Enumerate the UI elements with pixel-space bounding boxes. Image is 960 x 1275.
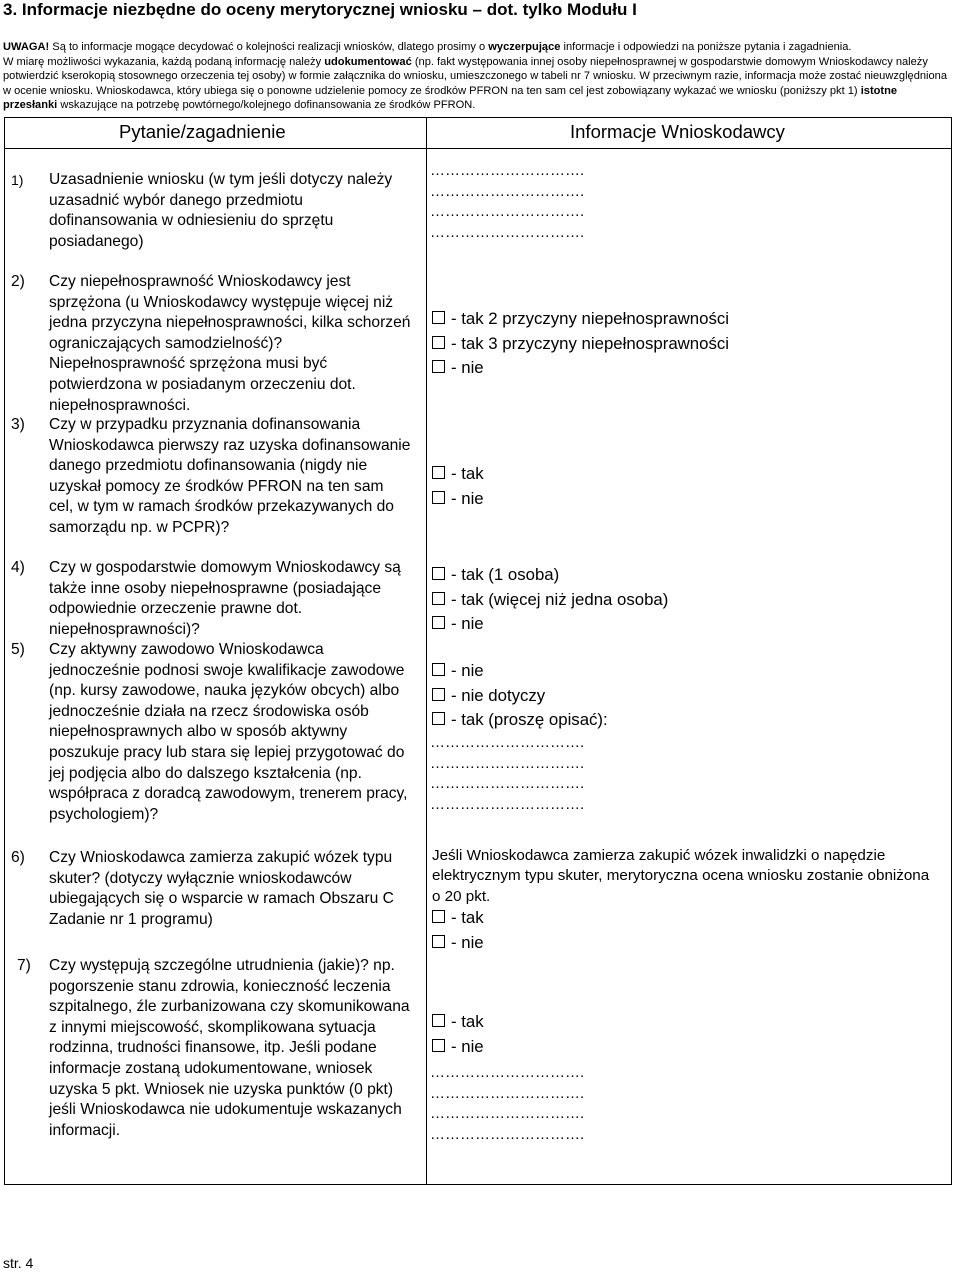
checkbox[interactable] [432, 466, 445, 479]
question-7 [17, 956, 412, 1141]
option-label: - nie [451, 614, 484, 634]
option-label: - nie [451, 1036, 484, 1056]
option-label: - tak (proszę opisać): [451, 710, 608, 730]
option-row[interactable] [432, 684, 608, 709]
option-label: - tak 2 przyczyny niepełnosprawności [451, 309, 729, 328]
options-5 [432, 659, 608, 733]
option-label: - nie [451, 661, 484, 680]
options-3 [432, 462, 484, 511]
option-row[interactable] [432, 332, 729, 357]
answer-line[interactable]: …………………………. [430, 775, 585, 792]
question-text: Czy aktywny zawodowo Wnioskodawca jednocześnie podnosi swoje kwalifikacje zawodowe (np. kursy zawodowe, nauka języków obcych) albo jednocześnie działa na rzecz środowiska osób niepełnosprawnych albo w sposób aktywny poszukuje pracy lub stara się lepiej przygotować do jej podjęcia albo do dalszego kształcenia (np. współpraca z doradcą zawodowym, trenerem pracy, psychologiem)? [49, 641, 408, 823]
answer-line[interactable]: …………………………. [430, 1125, 585, 1143]
checkbox[interactable] [432, 491, 445, 504]
notice-emphasis: wyczerpujące [488, 41, 561, 53]
checkbox[interactable] [432, 935, 445, 948]
checkbox[interactable] [432, 663, 445, 676]
option-row[interactable] [432, 612, 668, 637]
option-label: - tak [451, 464, 484, 483]
answer-lines-1[interactable] [430, 161, 584, 243]
notice-text: wskazujące na potrzebę powtórnego/kolejnego dofinansowania ze środków PFRON. [57, 99, 476, 112]
question-text: Czy w przypadku przyznania dofinansowania Wnioskodawca pierwszy raz uzyska dofinansowanie danego przedmiotu dofinansowania (nigdy nie uzyskał pomocy ze środków PFRON na ten sam cel, w tym w ramach środków przekazywanych do samorządu np. w PCPR)? [49, 416, 411, 536]
section-title: 3. Informacje niezbędne do oceny merytorycznej wniosku – dot. tylko Modułu I [3, 0, 637, 19]
option-row[interactable] [432, 487, 484, 512]
scooter-note: Jeśli Wnioskodawca zamierza zakupić wózek inwalidzki o napędzie elektrycznym typu skuter, merytoryczna ocena wniosku zostanie obniżona o 20 pkt. [432, 847, 930, 905]
option-label: - tak [451, 1012, 484, 1031]
checkbox[interactable] [432, 910, 445, 923]
questions-table [4, 117, 952, 1185]
checkbox[interactable] [432, 1014, 445, 1027]
option-row[interactable] [432, 588, 668, 613]
question-text: Czy występują szczególne utrudnienia (jakie)? np. pogorszenie stanu zdrowia, konieczność leczenia szpitalnego, źle zurbanizowana czy skomunikowana z innymi miejscowość, skomplikowana sytuacja rodzinna, trudności finansowe, itp. Jeśli podane informacje zostaną udokumentowane, wniosek uzyska 5 pkt. Wniosek nie uzyska punktów (0 pkt) jeśli Wnioskodawca nie udokumentuje wskazanych informacji. [49, 957, 410, 1139]
answer-line[interactable]: …………………………. [430, 162, 585, 179]
answer-lines-5[interactable] [430, 733, 584, 815]
question-number: 4) [11, 559, 25, 576]
question-2 [11, 272, 412, 416]
column-header-question: Pytanie/zagadnienie [119, 121, 286, 142]
notice-text: W miarę możliwości wykazania, każdą podaną informację należy [3, 55, 325, 68]
question-number: 6) [11, 849, 25, 866]
column-header-answer: Informacje Wnioskodawcy [570, 121, 785, 142]
checkbox[interactable] [432, 360, 445, 373]
checkbox[interactable] [432, 1039, 445, 1052]
option-label: - tak [451, 908, 484, 927]
question-5 [11, 640, 412, 825]
notice-emphasis: istotne przesłanki [3, 84, 898, 112]
answer-line[interactable]: …………………………. [430, 754, 585, 772]
answer-line[interactable]: …………………………. [430, 203, 585, 220]
answer-line[interactable]: …………………………. [430, 795, 585, 813]
checkbox[interactable] [432, 712, 445, 725]
question-3 [11, 415, 412, 539]
option-label: - tak 3 przyczyny niepełnosprawności [451, 333, 729, 353]
question-1 [11, 170, 412, 252]
checkbox[interactable] [432, 616, 445, 629]
options-6 [432, 906, 484, 955]
question-4 [11, 558, 412, 640]
answer-line[interactable]: …………………………. [430, 182, 585, 200]
header-divider [5, 148, 951, 149]
notice-emphasis: udokumentować [324, 55, 412, 68]
question-number: 5) [11, 641, 25, 658]
option-row[interactable] [432, 462, 484, 487]
question-6 [11, 848, 412, 930]
question-number: 7) [17, 957, 31, 974]
page-number: str. 4 [3, 1255, 34, 1271]
option-row[interactable] [432, 356, 729, 381]
notice-text: informacje i odpowiedzi na poniższe pytania i zagadnienia. [560, 41, 852, 53]
notice-warning: UWAGA! [3, 41, 50, 53]
options-4 [432, 563, 668, 637]
answer-lines-7[interactable] [430, 1063, 584, 1145]
option-row[interactable] [432, 906, 484, 931]
answer-line[interactable]: …………………………. [430, 1084, 585, 1102]
notice [3, 40, 953, 113]
checkbox[interactable] [432, 592, 445, 605]
question-text: Czy niepełnosprawność Wnioskodawcy jest sprzężona (u Wnioskodawcy występuje więcej niż jedna przyczyna niepełnosprawności, kilka schorzeń ograniczających samodzielność)? Niepełnosprawność sprzężona musi być potwierdzona w posiadanym orzeczeniu dot. niepełnosprawności. [49, 273, 411, 414]
question-text: Uzasadnienie wniosku (w tym jeśli dotyczy należy uzasadnić wybór danego przedmiotu dofinansowania w odniesieniu do sprzętu posiadanego) [49, 171, 393, 250]
question-number: 2) [11, 273, 25, 290]
option-label: - nie [451, 358, 484, 378]
question-text: Czy Wnioskodawca zamierza zakupić wózek typu skuter? (dotyczy wyłącznie wnioskodawców ubiegających się o wsparcie w ramach Obszaru C Zadanie nr 1 programu) [49, 849, 394, 928]
question-number: 3) [11, 416, 25, 433]
option-label: - tak (1 osoba) [451, 565, 560, 584]
question-number: 1) [11, 172, 24, 188]
options-2 [432, 307, 729, 381]
answer-line[interactable]: …………………………. [430, 734, 585, 751]
column-divider [426, 118, 427, 1184]
option-row[interactable] [432, 1010, 484, 1035]
checkbox[interactable] [432, 688, 445, 701]
option-label: - nie [451, 488, 484, 508]
notice-text: Są to informacje mogące decydować o kolejności realizacji wniosków, dlatego prosimy o [49, 41, 489, 53]
option-row[interactable] [432, 1035, 484, 1060]
checkbox[interactable] [432, 311, 445, 324]
notice-text: (np. fakt występowania innej osoby niepełnosprawnej w gospodarstwie domowym Wnioskodawcy należy potwierdzić kserokopią stosownego orzeczenia tej osoby) w formie załącznika do wniosku, umieszczonego w tabeli nr 7 wniosku. W przeciwnym razie, informacja może zostać nieuwzględniona w ocenie wniosku. Wnioskodawca, który ubiega się o ponowne udzielenie pomocy ze środków PFRON na ten sam cel jest zobowiązany wykazać we wniosku (poniższy pkt 1) [3, 55, 948, 97]
option-row[interactable] [432, 931, 484, 956]
question-text: Czy w gospodarstwie domowym Wnioskodawcy są także inne osoby niepełnosprawne (posiadające odpowiednie orzeczenie prawne dot. niepełnosprawności)? [49, 559, 401, 638]
checkbox[interactable] [432, 336, 445, 349]
option-label: - tak (więcej niż jedna osoba) [451, 589, 669, 609]
answer-line[interactable]: …………………………. [430, 223, 585, 241]
option-row[interactable] [432, 659, 608, 684]
option-row[interactable] [432, 563, 668, 588]
options-7 [432, 1010, 484, 1059]
option-label: - nie dotyczy [451, 685, 546, 705]
option-row[interactable] [432, 307, 729, 332]
option-row[interactable] [432, 708, 608, 733]
answer-line[interactable]: …………………………. [430, 1105, 585, 1122]
answer-line[interactable]: …………………………. [430, 1064, 585, 1081]
checkbox[interactable] [432, 567, 445, 580]
option-label: - nie [451, 932, 484, 952]
